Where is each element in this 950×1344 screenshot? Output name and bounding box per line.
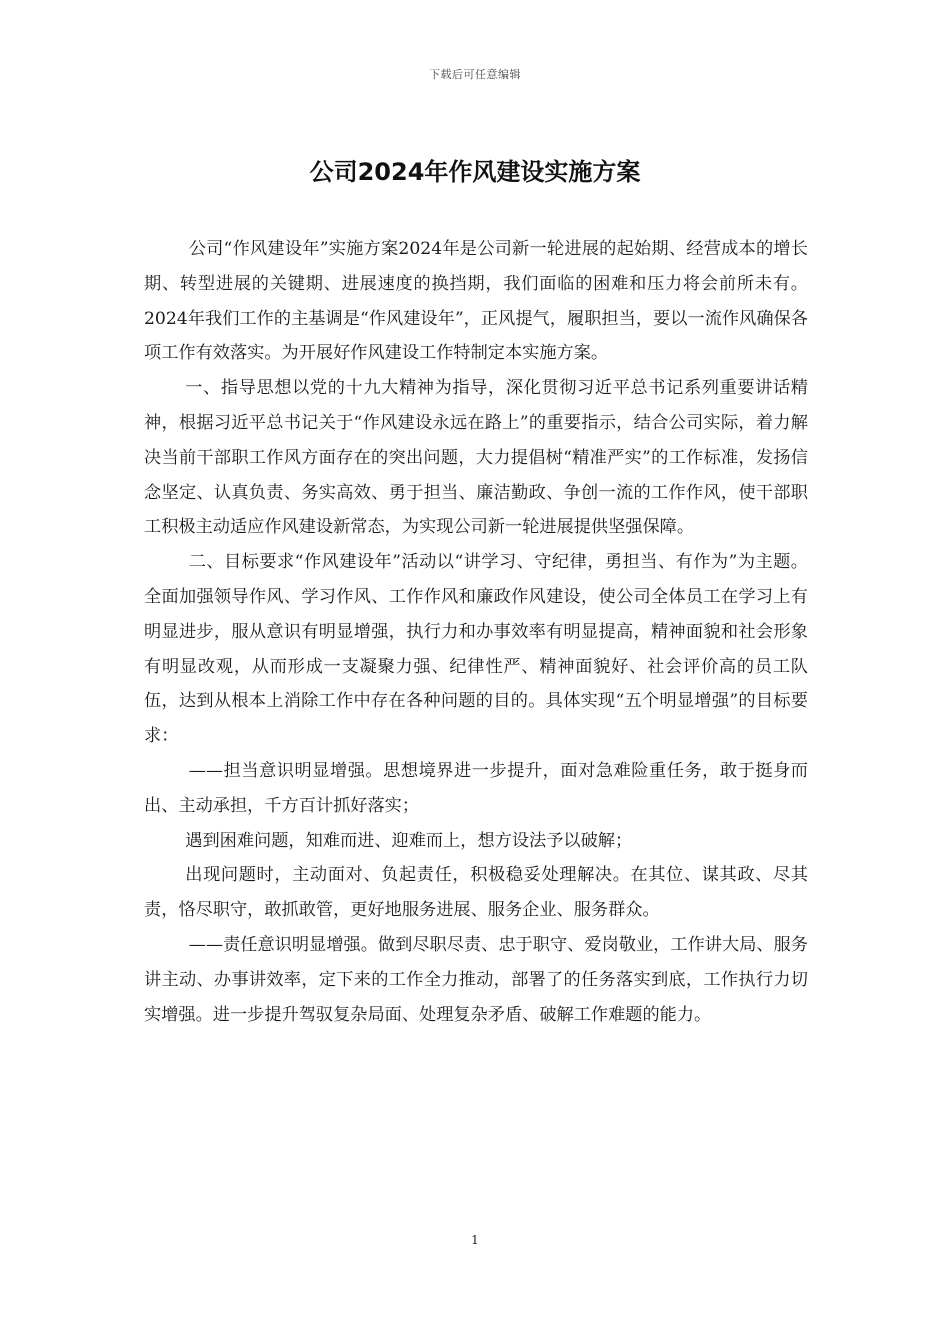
paragraph-goals: 二、目标要求“作风建设年”活动以“讲学习、守纪律，勇担当、有作为”为主题。全面加强领导作风、学习作风、工作作风和廉政作风建设，使公司全体员工在学习上有明显进步，服从意识有明显增强，执行力和办事效率有明显提高，精神面貌和社会形象有明显改观，从而形成一支凝聚力强、纪律性严、精神面貌好、社会评价高的员工队伍，达到从根本上消除工作中存在各种问题的目的。具体实现“五个明显增强”的目标要求： — [144, 552, 808, 747]
document-title: 公司2024年作风建设实施方案 — [309, 158, 641, 186]
header-note: 下载后可任意编辑 — [429, 68, 521, 81]
paragraph-guiding-ideology: 一、指导思想以党的十九大精神为指导，深化贯彻习近平总书记系列重要讲话精神，根据习近平总书记关于“作风建设永远在路上”的重要指示，结合公司实际，着力解决当前干部职工作风方面存在的突出问题，大力提倡树“精准严实”的工作标准，发扬信念坚定、认真负责、务实高效、勇于担当、廉洁勤政、争创一流的工作作风，使干部职工积极主动适应作风建设新常态，为实现公司新一轮进展提供坚强保障。 — [144, 378, 808, 538]
paragraph-responsibility-awareness: ——担当意识明显增强。思想境界进一步提升，面对急难险重任务，敢于挺身而出、主动承担，千方百计抓好落实； — [144, 760, 808, 816]
document-body — [144, 232, 808, 1032]
paragraph-difficulties: 遇到困难问题，知难而进、迎难而上，想方设法予以破解； — [185, 830, 633, 851]
paragraph-problems: 出现问题时，主动面对、负起责任，积极稳妥处理解决。在其位、谋其政、尽其责，恪尽职守，敢抓敢管，更好地服务进展、服务企业、服务群众。 — [144, 865, 808, 921]
paragraph-duty-awareness: ——责任意识明显增强。做到尽职尽责、忠于职守、爱岗敬业，工作讲大局、服务讲主动、办事讲效率，定下来的工作全力推动，部署了的任务落实到底，工作执行力切实增强。进一步提升驾驭复杂局面、处理复杂矛盾、破解工作难题的能力。 — [144, 934, 808, 1025]
page-number: 1 — [471, 1233, 479, 1247]
paragraph-intro: 公司“作风建设年”实施方案2024年是公司新一轮进展的起始期、经营成本的增长期、转型进展的关键期、进展速度的换挡期，我们面临的困难和压力将会前所未有。2024年我们工作的主基调是“作风建设年”，正风提气，履职担当，要以一流作风确保各项工作有效落实。为开展好作风建设工作特制定本实施方案。 — [144, 239, 808, 364]
